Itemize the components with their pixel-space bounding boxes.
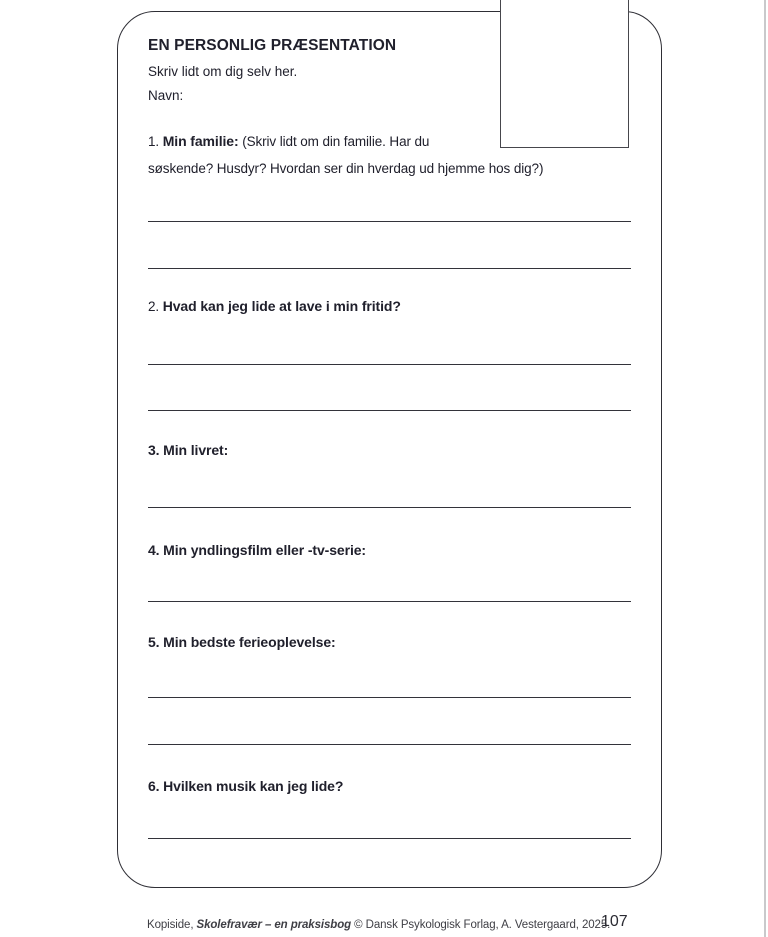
writing-line — [148, 744, 631, 745]
writing-line — [148, 268, 631, 269]
writing-line — [148, 838, 631, 839]
writing-line — [148, 697, 631, 698]
footer-prefix: Kopiside, — [147, 919, 197, 931]
question-6-label: Hvilken musik kan jeg lide? — [163, 778, 344, 794]
question-4 — [148, 537, 648, 564]
footer-credit — [147, 919, 610, 931]
writing-line — [148, 364, 631, 365]
question-2-label: Hvad kan jeg lide at lave i min fritid? — [162, 298, 401, 314]
question-1-desc-line2: søskende? Husdyr? Hvordan ser din hverdag ud hjemme hos dig?) — [148, 161, 544, 176]
question-5 — [148, 629, 648, 656]
footer-suffix: © Dansk Psykologisk Forlag, A. Vestergaard, 2025. — [351, 919, 611, 931]
question-4-label: Min yndlingsfilm eller -tv-serie: — [163, 542, 366, 558]
footer-book-title: Skolefravær – en praksisbog — [196, 919, 352, 931]
question-6 — [148, 773, 648, 800]
worksheet-title: EN PERSONLIG PRÆSENTATION — [148, 37, 397, 54]
question-5-number: 5. — [148, 634, 160, 650]
question-6-number: 6. — [148, 778, 160, 794]
question-3-number: 3. — [148, 442, 160, 458]
question-4-number: 4. — [148, 542, 160, 558]
question-1-label: Min familie: — [162, 133, 239, 149]
question-3 — [148, 437, 648, 464]
photo-placeholder-box — [500, 0, 629, 148]
question-2 — [148, 293, 648, 320]
worksheet-subtitle: Skriv lidt om dig selv her. — [148, 64, 298, 79]
writing-line — [148, 221, 631, 222]
writing-line — [148, 410, 631, 411]
question-1-number: 1. — [148, 134, 160, 149]
name-label: Navn: — [148, 88, 184, 103]
page-number: 107 — [601, 913, 628, 930]
question-2-number: 2. — [148, 299, 160, 314]
writing-line — [148, 507, 631, 508]
question-1-desc-line1: (Skriv lidt om din familie. Har du — [242, 134, 430, 149]
writing-line — [148, 601, 631, 602]
page-edge-divider — [764, 0, 766, 937]
question-5-label: Min bedste ferieoplevelse: — [163, 634, 336, 650]
question-3-label: Min livret: — [163, 442, 229, 458]
